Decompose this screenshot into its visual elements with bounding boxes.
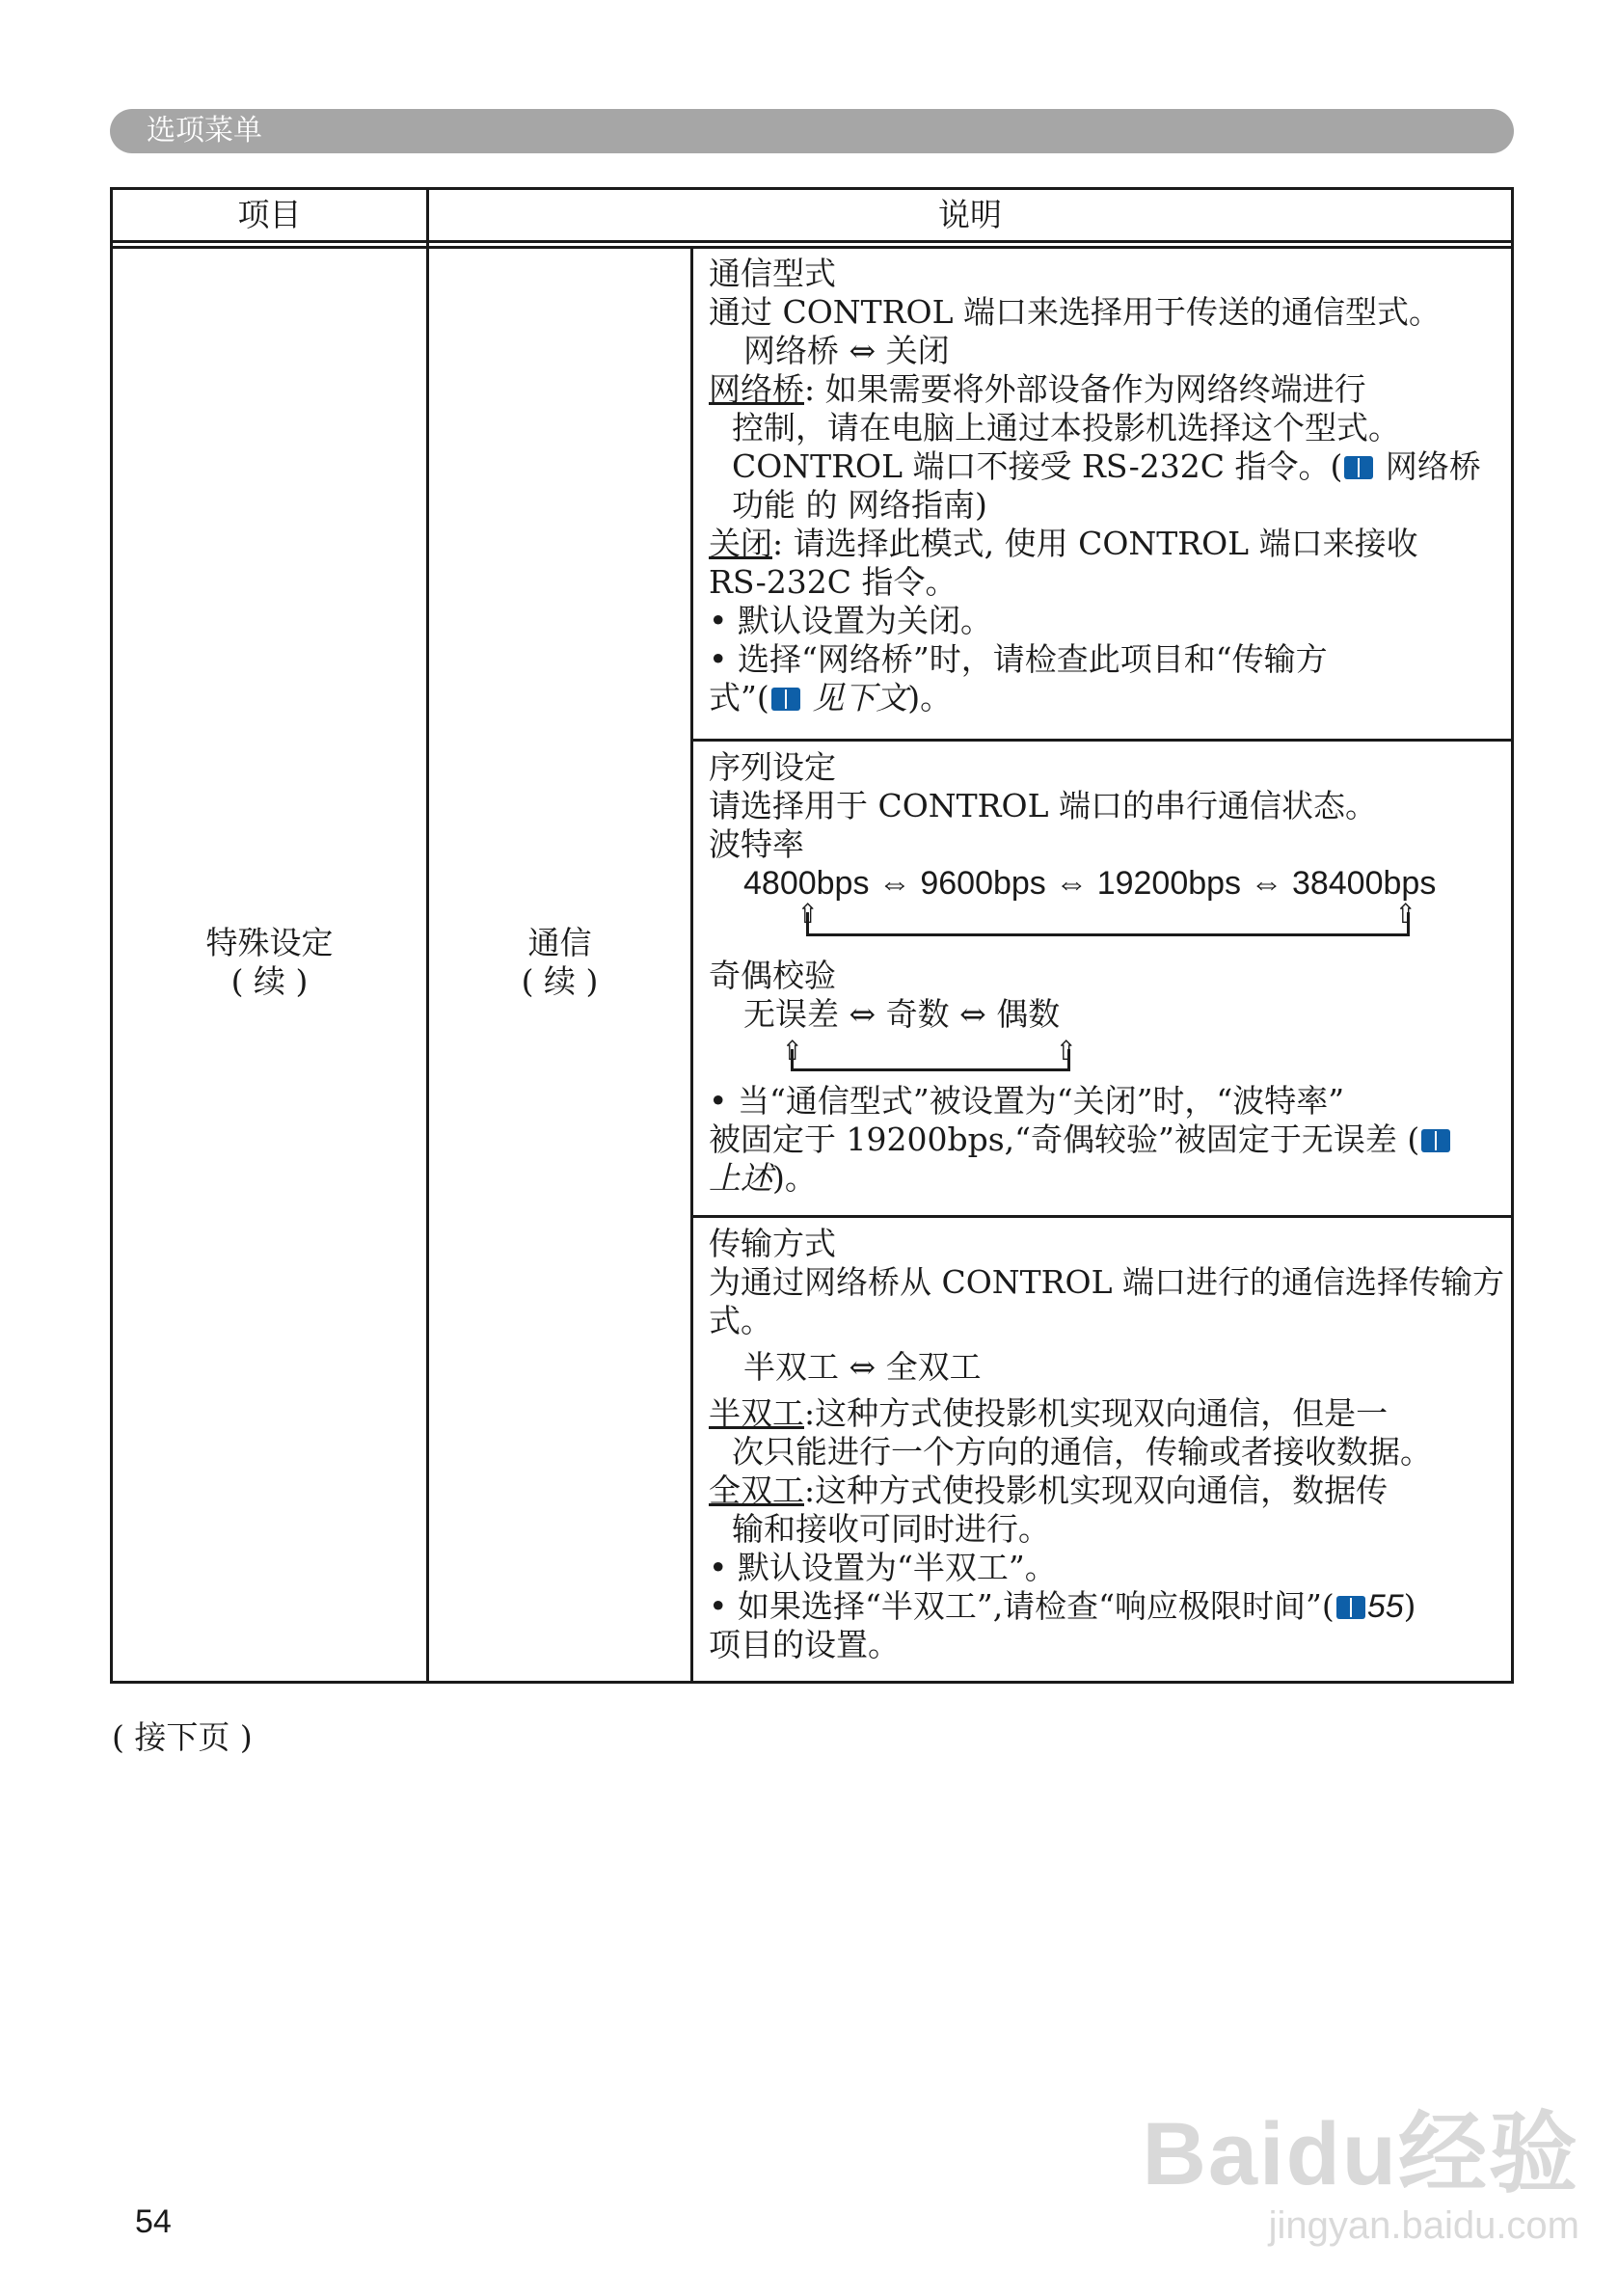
bullet-note-end: ) xyxy=(1403,1587,1416,1625)
option-off-term: 关闭 xyxy=(709,525,772,562)
bridge-text-line: 功能 的 网络指南) xyxy=(732,486,987,524)
section-intro: 为通过网络桥从 CONTROL 端口进行的通信选择传输方 xyxy=(709,1263,1504,1301)
see-below-ref: 见下文 xyxy=(812,679,908,716)
section-title: 传输方式 xyxy=(709,1225,836,1262)
book-icon xyxy=(1421,1129,1450,1152)
arrow-up-icon: ⇧ xyxy=(781,1035,804,1067)
bridge-text: : 如果需要将外部设备作为网络终端进行 xyxy=(804,370,1366,408)
bullet-note-end: )。 xyxy=(907,679,953,716)
watermark-url: jingyan.baidu.com xyxy=(1268,2204,1579,2247)
option-half-term: 半双工 xyxy=(709,1394,804,1432)
section-title: 通信型式 xyxy=(709,255,836,292)
subitem-name-cont: ( 续 ) xyxy=(521,962,599,1000)
arrow-up-icon: ⇧ xyxy=(1394,898,1417,930)
section-intro: 请选择用于 CONTROL 端口的串行通信状态。 xyxy=(709,787,1377,824)
option-bridge-term: 网络桥 xyxy=(709,370,804,408)
full-text: :这种方式使投影机实现双向通信，数据传 xyxy=(804,1472,1389,1509)
serial-note-line xyxy=(709,1121,1499,1159)
book-icon xyxy=(1336,1596,1365,1619)
option-list: 网络桥 ⇔ 关闭 xyxy=(743,332,950,369)
bullet-default: • 默认设置为关闭。 xyxy=(709,602,992,639)
watermark-brand: Baidu经验 xyxy=(1142,2105,1579,2203)
baud-rate-options: 4800bps ⇔ 9600bps ⇔ 19200bps ⇔ 38400bps xyxy=(743,865,1437,902)
option-full-term: 全双工 xyxy=(709,1472,804,1509)
bridge-ref: 网络桥 xyxy=(1385,447,1481,485)
full-text-line: 输和接收可同时进行。 xyxy=(732,1510,1050,1548)
column-header-description: 说明 xyxy=(938,196,1002,233)
parity-options: 无误差 ⇔ 奇数 ⇔ 偶数 xyxy=(743,995,1061,1033)
off-text: : 请选择此模式, 使用 CONTROL 端口来接收 xyxy=(772,525,1418,562)
parity-cycle-arrow xyxy=(791,1049,1070,1071)
serial-note-fragment: 被固定于 19200bps,“奇偶较验”被固定于无误差 ( xyxy=(709,1121,1420,1158)
section-divider xyxy=(690,739,1514,742)
bullet-note-cont: 项目的设置。 xyxy=(709,1626,900,1663)
item-name xyxy=(113,924,426,1001)
baud-cycle-arrow xyxy=(806,912,1410,936)
book-icon xyxy=(771,688,800,711)
menu-header-title: 选项菜单 xyxy=(147,114,262,148)
option-full-desc xyxy=(709,1472,1499,1510)
baud-rate-label: 波特率 xyxy=(709,825,804,863)
section-communication-type xyxy=(709,255,1499,717)
bullet-note xyxy=(709,1587,1499,1626)
item-name-line: 特殊设定 xyxy=(205,924,334,961)
continued-note: ( 接下页 ) xyxy=(112,1718,253,1756)
page-ref: 55 xyxy=(1366,1588,1404,1625)
bullet-note: • 选择“网络桥”时，请检查此项目和“传输方 xyxy=(709,640,1328,678)
serial-note-end: )。 xyxy=(772,1159,817,1197)
bridge-text-line xyxy=(709,447,1499,486)
bullet-note-cont xyxy=(709,679,1499,717)
parity-label: 奇偶校验 xyxy=(709,957,836,994)
section-divider xyxy=(690,1215,1514,1218)
see-above-ref: 上述 xyxy=(709,1159,772,1197)
column-divider xyxy=(690,246,693,1684)
item-name-cont: ( 续 ) xyxy=(230,962,309,1000)
menu-header-bar xyxy=(110,109,1514,153)
section-serial-settings xyxy=(709,748,1499,1198)
bridge-text-line: 控制，请在电脑上通过本投影机选择这个型式。 xyxy=(732,409,1400,446)
option-list: 半双工 ⇔ 全双工 xyxy=(743,1348,982,1386)
subitem-name-line: 通信 xyxy=(527,924,592,961)
half-text: :这种方式使投影机实现双向通信，但是一 xyxy=(804,1394,1389,1432)
section-title: 序列设定 xyxy=(709,748,836,786)
column-header-item: 项目 xyxy=(237,196,302,233)
serial-note-line xyxy=(709,1159,1499,1198)
serial-note: • 当“通信型式”被设置为“关闭”时，“波特率” xyxy=(709,1082,1345,1120)
bullet-note-fragment: 式”( xyxy=(709,679,769,716)
subitem-name xyxy=(429,924,690,1001)
bullet-note-fragment: • 如果选择“半双工”,请检查“响应极限时间”( xyxy=(709,1587,1335,1625)
half-text-line: 次只能进行一个方向的通信，传输或者接收数据。 xyxy=(732,1433,1432,1471)
header-divider xyxy=(110,240,1514,243)
page-number: 54 xyxy=(135,2203,172,2240)
arrow-up-icon: ⇧ xyxy=(796,898,820,930)
option-bridge-desc xyxy=(709,370,1499,409)
bridge-text-fragment: CONTROL 端口不接受 RS-232C 指令。( xyxy=(732,447,1343,485)
off-text-line: RS-232C 指令。 xyxy=(709,563,957,601)
section-intro: 通过 CONTROL 端口来选择用于传送的通信型式。 xyxy=(709,293,1441,331)
bullet-default: • 默认设置为“半双工”。 xyxy=(709,1549,1057,1586)
option-off-desc xyxy=(709,525,1499,563)
section-intro-cont: 式。 xyxy=(709,1302,772,1339)
watermark xyxy=(1142,2083,1579,2248)
header-divider xyxy=(110,246,1514,249)
option-half-desc xyxy=(709,1394,1499,1433)
book-icon xyxy=(1344,456,1373,479)
arrow-up-icon: ⇧ xyxy=(1055,1035,1078,1067)
section-transmission-method xyxy=(709,1225,1504,1664)
